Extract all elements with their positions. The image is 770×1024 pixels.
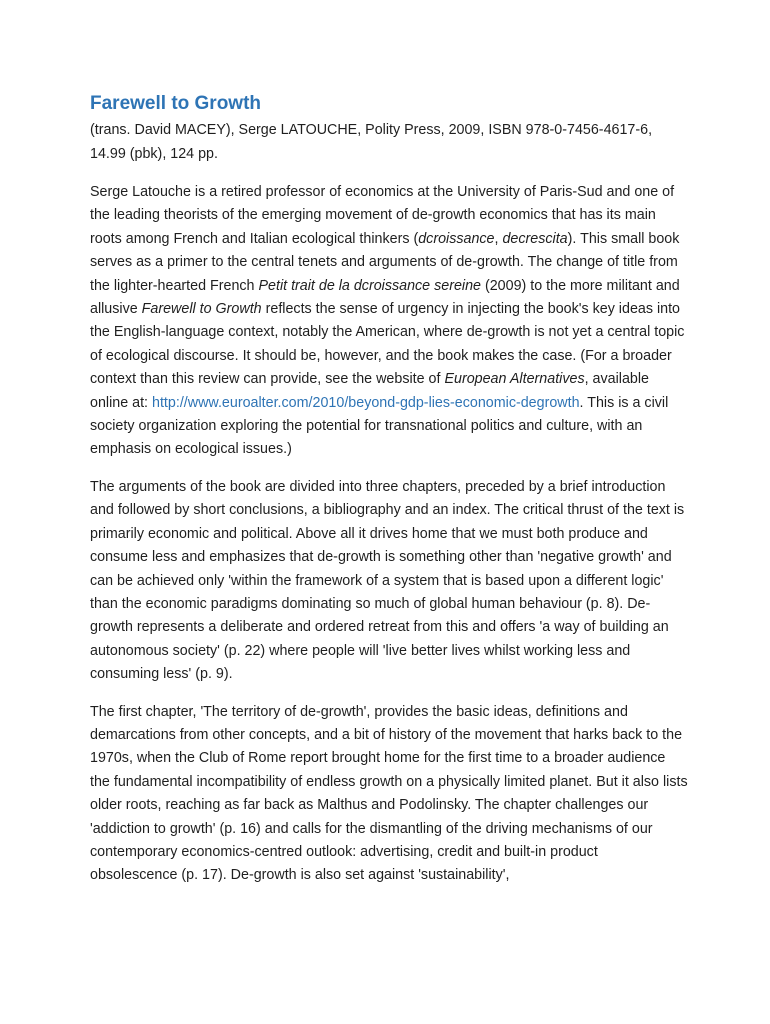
review-title: Farewell to Growth — [90, 93, 262, 114]
euroalter-link[interactable]: http://www.euroalter.com/2010/beyond-gdp-lies-economic-degrowth — [152, 394, 580, 411]
paragraph-arguments: The arguments of the book are divided into three chapters, preceded by a brief introduction and followed by short conclusions, a bibliography and an index. The critical thrust of the text is primarily economic and political. Above all it drives home that we must both produce and consume less and emphasizes that de-growth is something other than 'negative growth' and can be achieved only 'within the framework of a system that is based upon a different logic' than the economic paradigms dominating so much of global human behaviour (p. 8). De-growth represents a deliberate and ordered retreat from this and offers 'a way of building an autonomous society' (p. 22) where people will 'live better lives whilst working less and consuming less' (p. 9). — [90, 478, 685, 683]
intro-italic-dcroissance: dcroissance — [418, 230, 495, 247]
intro-italic-european-alternatives: European Alternatives — [444, 371, 585, 388]
intro-italic-english-title: Farewell to Growth — [141, 301, 262, 318]
review-page — [90, 92, 688, 888]
book-citation: (trans. David MACEY), Serge LATOUCHE, Polity Press, 2009, ISBN 978-0-7456-4617-6, 14.99 (pbk), 124 pp. — [90, 122, 653, 162]
intro-text-6: , available online at: — [90, 371, 649, 411]
intro-text-4: (2009) to the more militant and allusive — [90, 277, 680, 318]
intro-italic-decrescita: decrescita — [502, 230, 568, 247]
intro-text-7: . This is a civil society organization exploring the potential for transnational politics and culture, with an emphasis on ecological issues.) — [90, 394, 669, 458]
intro-italic-french-title: Petit trait de la dcroissance sereine — [258, 277, 481, 294]
intro-text-2: , — [494, 230, 503, 247]
paragraph-intro — [90, 181, 688, 462]
intro-text-1: Serge Latouche is a retired professor of economics at the University of Paris-Sud and one of the leading theorists of the emerging movement of de-growth economics that has its main roots among French and Italian ecological thinkers ( — [90, 184, 675, 247]
intro-text-3: ). This small book serves as a primer to the central tenets and arguments of de-growth. The change of title from the lighter-hearted French — [90, 230, 680, 294]
paragraph-first-chapter: The first chapter, 'The territory of de-growth', provides the basic ideas, definitions and demarcations from other concepts, and a bit of history of the movement that harks back to the 1970s, when the Club of Rome report brought home for the first time to a broader audience the fundamental incompatibility of endless growth on a physically limited planet. But it also lists older roots, reaching as far back as Malthus and Podolinsky. The chapter challenges our 'addiction to growth' (p. 16) and calls for the dismantling of the driving mechanisms of our contemporary economics-centred outlook: advertising, credit and built-in product obsolescence (p. 17). De-growth is also set against 'sustainability', — [90, 703, 688, 884]
intro-text-5: reflects the sense of urgency in injecting the book's key ideas into the English-language context, notably the American, where de-growth is not yet a central topic of ecological discourse. It should be, however, and the book makes the case. (For a broader context than this review can provide, see the website of — [90, 301, 685, 388]
